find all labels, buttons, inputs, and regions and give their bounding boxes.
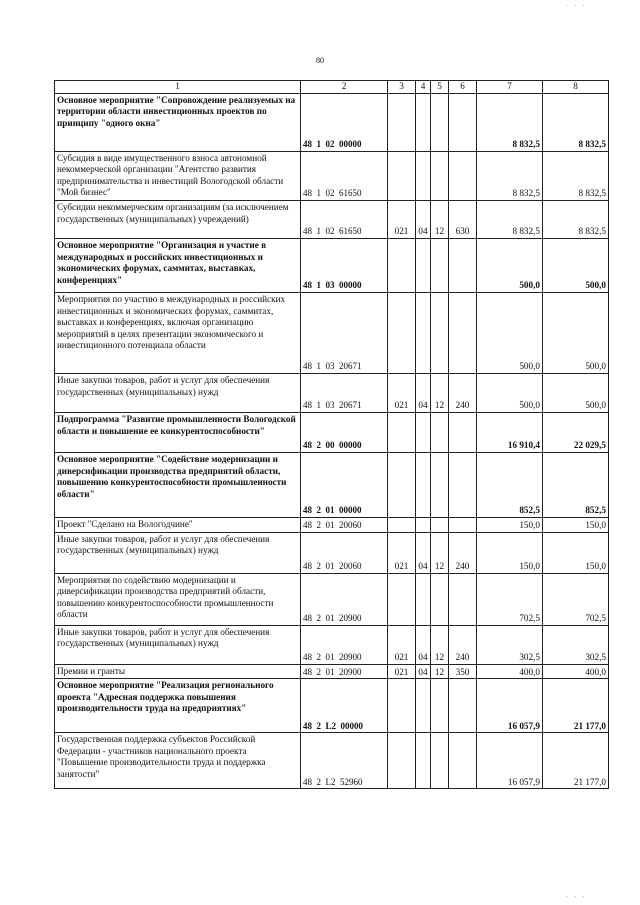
column-header: 5: [431, 81, 449, 94]
subsection-code: [431, 238, 449, 292]
expense-type: 350: [449, 664, 477, 679]
row-name: Основное мероприятие "Сопровождение реализуемых на территории области инвестиционных проектов по принципу "одного окна": [55, 93, 301, 151]
expense-type: [449, 292, 477, 373]
row-name: Государственная поддержка субъектов Российской Федерации - участников национального проекта "Повышение производительности труда и поддержка занятости": [55, 733, 301, 789]
amount-year1: 8 832,5: [477, 151, 543, 200]
row-name: Иные закупки товаров, работ и услуг для обеспечения государственных (муниципальных) нужд: [55, 373, 301, 412]
amount-year1: 150,0: [477, 517, 543, 532]
amount-year2: 302,5: [543, 625, 609, 664]
department-code: [388, 93, 416, 151]
amount-year2: 400,0: [543, 664, 609, 679]
row-name: Основное мероприятие "Содействие модернизации и диверсификации производства предприятий области, повышению конкурентоспособности промышленности области": [55, 452, 301, 517]
subsection-code: [431, 573, 449, 625]
expense-type: [449, 679, 477, 733]
budget-code: 48 2 L2 52960: [301, 733, 388, 789]
column-header: 7: [477, 81, 543, 94]
table-row: [55, 733, 609, 789]
column-header: 2: [301, 81, 388, 94]
table-row: [55, 238, 609, 292]
subsection-code: 12: [431, 625, 449, 664]
expense-type: 240: [449, 625, 477, 664]
subsection-code: [431, 151, 449, 200]
table-row: [55, 679, 609, 733]
amount-year2: 702,5: [543, 573, 609, 625]
expense-type: [449, 238, 477, 292]
department-code: [388, 292, 416, 373]
amount-year1: 16 057,9: [477, 679, 543, 733]
amount-year2: 21 177,0: [543, 679, 609, 733]
amount-year2: 852,5: [543, 452, 609, 517]
section-code: 04: [416, 664, 431, 679]
amount-year2: 21 177,0: [543, 733, 609, 789]
table-row: [55, 93, 609, 151]
department-code: [388, 238, 416, 292]
section-code: 04: [416, 532, 431, 573]
expense-type: [449, 573, 477, 625]
row-name: Подпрограмма "Развитие промышленности Вологодской области и повышение ее конкурентоспособности": [55, 412, 301, 452]
amount-year2: 8 832,5: [543, 93, 609, 151]
table-row: [55, 625, 609, 664]
amount-year1: 8 832,5: [477, 200, 543, 238]
section-code: [416, 452, 431, 517]
expense-type: [449, 452, 477, 517]
section-code: [416, 679, 431, 733]
subsection-code: [431, 93, 449, 151]
table-row: [55, 532, 609, 573]
budget-code: 48 2 00 00000: [301, 412, 388, 452]
row-name: Субсидии некоммерческим организациям (за исключением государственных (муниципальных) учреждений): [55, 200, 301, 238]
budget-code: 48 2 L2 00000: [301, 679, 388, 733]
corner-mark-top: · · ·: [566, 2, 587, 10]
subsection-code: [431, 412, 449, 452]
amount-year1: 852,5: [477, 452, 543, 517]
row-name: Иные закупки товаров, работ и услуг для обеспечения государственных (муниципальных) нужд: [55, 532, 301, 573]
section-code: [416, 238, 431, 292]
subsection-code: [431, 733, 449, 789]
budget-code: 48 1 02 61650: [301, 151, 388, 200]
department-code: [388, 151, 416, 200]
budget-code: 48 1 03 00000: [301, 238, 388, 292]
budget-code: 48 1 03 20671: [301, 373, 388, 412]
amount-year2: 150,0: [543, 532, 609, 573]
department-code: [388, 679, 416, 733]
amount-year2: 500,0: [543, 238, 609, 292]
table-row: [55, 517, 609, 532]
amount-year1: 8 832,5: [477, 93, 543, 151]
subsection-code: [431, 292, 449, 373]
amount-year2: 8 832,5: [543, 200, 609, 238]
subsection-code: [431, 517, 449, 532]
amount-year2: 22 029,5: [543, 412, 609, 452]
expense-type: [449, 733, 477, 789]
section-code: [416, 292, 431, 373]
budget-code: 48 1 03 20671: [301, 292, 388, 373]
department-code: [388, 573, 416, 625]
amount-year1: 702,5: [477, 573, 543, 625]
budget-code: 48 2 01 00000: [301, 452, 388, 517]
row-name: Субсидия в виде имущественного взноса автономной некоммерческой организации "Агентство развития предпринимательства и инвестиций Вологодской области "Мой бизнес": [55, 151, 301, 200]
corner-mark-bottom: · · ·: [566, 893, 587, 901]
amount-year1: 16 910,4: [477, 412, 543, 452]
department-code: [388, 412, 416, 452]
header-row: [55, 81, 609, 94]
row-name: Премии и гранты: [55, 664, 301, 679]
amount-year2: 500,0: [543, 373, 609, 412]
section-code: [416, 93, 431, 151]
expense-type: 630: [449, 200, 477, 238]
page-number: 80: [316, 56, 324, 65]
column-header: 6: [449, 81, 477, 94]
table-row: [55, 664, 609, 679]
department-code: [388, 733, 416, 789]
budget-code: 48 2 01 20900: [301, 573, 388, 625]
expense-type: [449, 517, 477, 532]
section-code: 04: [416, 373, 431, 412]
amount-year1: 150,0: [477, 532, 543, 573]
amount-year1: 500,0: [477, 238, 543, 292]
table-row: [55, 373, 609, 412]
table-row: [55, 200, 609, 238]
expense-type: [449, 151, 477, 200]
amount-year1: 400,0: [477, 664, 543, 679]
amount-year1: 500,0: [477, 373, 543, 412]
budget-code: 48 2 01 20060: [301, 532, 388, 573]
subsection-code: 12: [431, 373, 449, 412]
expense-type: [449, 412, 477, 452]
amount-year2: 8 832,5: [543, 151, 609, 200]
amount-year1: 16 057,9: [477, 733, 543, 789]
department-code: 021: [388, 373, 416, 412]
subsection-code: 12: [431, 200, 449, 238]
department-code: 021: [388, 625, 416, 664]
table-row: [55, 292, 609, 373]
budget-table: [54, 80, 609, 789]
budget-code: 48 2 01 20900: [301, 625, 388, 664]
subsection-code: 12: [431, 532, 449, 573]
row-name: Мероприятия по содействию модернизации и диверсификации производства предприятий области, повышению конкурентоспособности промышленности области: [55, 573, 301, 625]
table-body: [55, 81, 609, 789]
department-code: 021: [388, 532, 416, 573]
amount-year1: 302,5: [477, 625, 543, 664]
column-header: 8: [543, 81, 609, 94]
budget-code: 48 2 01 20900: [301, 664, 388, 679]
budget-code: 48 1 02 61650: [301, 200, 388, 238]
row-name: Основное мероприятие "Организация и участие в международных и российских инвестиционных и экономических форумах, саммитах, выставках, конференциях": [55, 238, 301, 292]
amount-year2: 150,0: [543, 517, 609, 532]
column-header: 4: [416, 81, 431, 94]
column-header: 3: [388, 81, 416, 94]
table-row: [55, 452, 609, 517]
section-code: [416, 151, 431, 200]
section-code: 04: [416, 200, 431, 238]
section-code: 04: [416, 625, 431, 664]
expense-type: 240: [449, 373, 477, 412]
column-header: 1: [55, 81, 301, 94]
section-code: [416, 517, 431, 532]
amount-year1: 500,0: [477, 292, 543, 373]
table-row: [55, 573, 609, 625]
table-row: [55, 412, 609, 452]
amount-year2: 500,0: [543, 292, 609, 373]
section-code: [416, 412, 431, 452]
department-code: [388, 452, 416, 517]
row-name: Основное мероприятие "Реализация регионального проекта "Адресная поддержка повышения производительности труда на предприятиях": [55, 679, 301, 733]
section-code: [416, 573, 431, 625]
table-row: [55, 151, 609, 200]
subsection-code: 12: [431, 664, 449, 679]
budget-code: 48 2 01 20060: [301, 517, 388, 532]
row-name: Мероприятия по участию в международных и российских инвестиционных и экономических форумах, саммитах, выставках и конференциях, включая организацию мероприятий в целях презентации экономического и инвестиционного потенциала области: [55, 292, 301, 373]
subsection-code: [431, 452, 449, 517]
department-code: 021: [388, 200, 416, 238]
expense-type: 240: [449, 532, 477, 573]
row-name: Иные закупки товаров, работ и услуг для обеспечения государственных (муниципальных) нужд: [55, 625, 301, 664]
section-code: [416, 733, 431, 789]
department-code: [388, 517, 416, 532]
budget-code: 48 1 02 00000: [301, 93, 388, 151]
row-name: Проект "Сделано на Вологодчине": [55, 517, 301, 532]
subsection-code: [431, 679, 449, 733]
expense-type: [449, 93, 477, 151]
department-code: 021: [388, 664, 416, 679]
